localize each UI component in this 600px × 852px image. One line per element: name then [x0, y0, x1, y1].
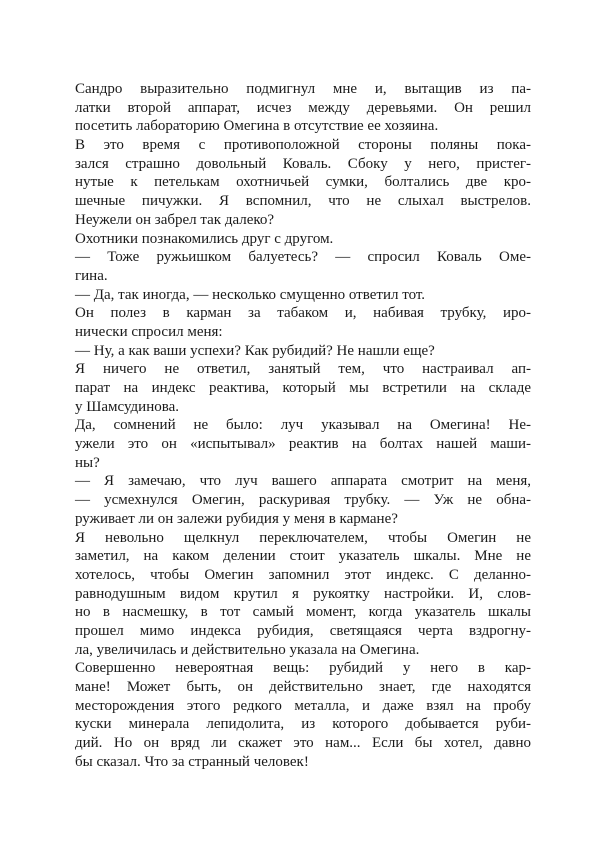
text-line: латки второй аппарат, исчез между деревьями. Он решил [75, 99, 531, 116]
text-line: Я невольно щелкнул переключателем, чтобы Омегин не [75, 529, 531, 546]
text-line: — Ну, а как ваши успехи? Как рубидий? Не нашли еще? [75, 342, 435, 359]
text-line: Я ничего не ответил, занятый тем, что настраивал ап- [75, 361, 531, 378]
text-line: — Тоже ружьишком балуетесь? — спросил Коваль Оме- [75, 249, 531, 266]
text-line: ла, увеличилась и действительно указала на Омегина. [75, 641, 420, 658]
text-line: Неужели он забрел так далеко? [75, 211, 275, 228]
text-line: хотелось, чтобы Омегин запомнил этот индекс. С деланно- [75, 566, 531, 583]
text-line: у Шамсудинова. [75, 398, 180, 415]
text-line: ны? [75, 454, 100, 471]
text-line: — усмехнулся Омегин, раскуривая трубку. — Уж не обна- [75, 492, 531, 509]
text-line: нически спросил меня: [75, 323, 223, 340]
text-line: руживает ли он залежи рубидия у меня в кармане? [75, 510, 398, 527]
text-line: куски минерала лепидолита, из которого добывается руби- [75, 716, 531, 733]
text-line: месторождения этого редкого металла, и даже взял на пробу [75, 697, 531, 714]
text-line: — Я замечаю, что луч вашего аппарата смотрит на меня, [75, 473, 531, 490]
text-line: дий. Но он вряд ли скажет это нам... Если бы хотел, давно [75, 735, 531, 752]
text-line: Охотники познакомились друг с другом. [75, 230, 334, 247]
text-line: гина. [75, 267, 108, 284]
text-line: но в насмешку, в тот самый момент, когда указатель шкалы [75, 604, 531, 621]
text-line: зался страшно довольный Коваль. Сбоку у него, пристег- [75, 155, 531, 172]
text-line: ужели это он «испытывал» реактив на болтах нашей маши- [75, 436, 531, 453]
text-line: — Да, так иногда, — несколько смущенно ответил тот. [75, 286, 426, 303]
text-line: прошел мимо индекса рубидия, светящаяся черта вздрогну- [75, 622, 531, 639]
text-line: нутые к петелькам охотничьей сумки, болтались две кро- [75, 174, 531, 191]
book-page-text [75, 80, 531, 771]
text-line: равнодушным видом крутил я рукоятку настройки. И, слов- [75, 585, 531, 602]
text-line: В это время с противоположной стороны поляны пока- [75, 137, 531, 154]
text-line: посетить лабораторию Омегина в отсутствие ее хозяина. [75, 118, 439, 135]
text-line: Сандро выразительно подмигнул мне и, вытащив из па- [75, 81, 531, 97]
text-line: парат на индекс реактива, который мы встретили на складе [75, 380, 531, 396]
text-line: мане! Может быть, он действительно знает, где находятся [75, 679, 531, 695]
text-line: шечные пичужки. Я вспомнил, что не слыхал выстрелов. [75, 193, 531, 210]
text-line: заметил, на каком делении стоит указатель шкалы. Мне не [75, 548, 531, 565]
text-line: Совершенно невероятная вещь: рубидий у него в кар- [75, 660, 531, 677]
text-line: Он полез в карман за табаком и, набивая трубку, иро- [75, 305, 531, 322]
text-line: бы сказал. Что за странный человек! [75, 753, 309, 770]
text-line: Да, сомнений не было: луч указывал на Омегина! Не- [75, 417, 531, 434]
